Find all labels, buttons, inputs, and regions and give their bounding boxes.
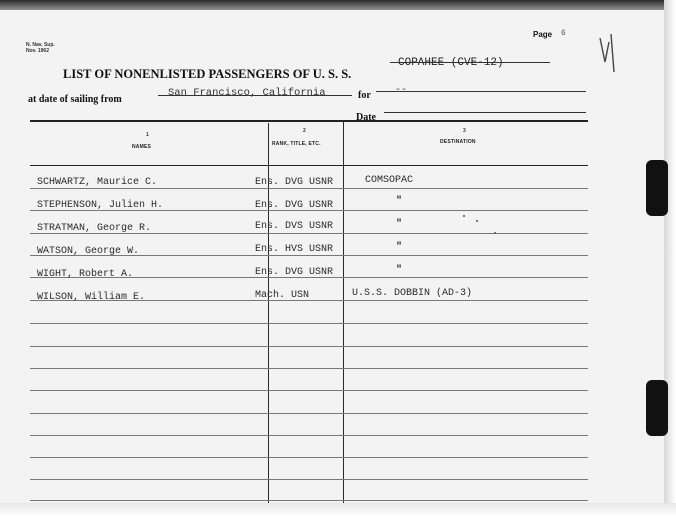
date-label: Date — [356, 112, 376, 123]
column-number: 1 — [146, 132, 149, 138]
passenger-name: WILSON, William E. — [37, 292, 146, 303]
column-header-names: NAMES — [132, 144, 152, 150]
passenger-name: WATSON, George W. — [37, 246, 140, 257]
sailing-from-rule — [158, 95, 352, 96]
passenger-name: STRATMAN, George R. — [37, 223, 152, 234]
passenger-name: STEPHENSON, Julien H. — [37, 200, 164, 211]
table-ruled-line — [30, 390, 588, 391]
page-number: 6 — [561, 29, 566, 38]
binder-clip — [646, 380, 668, 436]
date-rule — [384, 112, 586, 113]
column-number: 2 — [303, 128, 306, 134]
passenger-rank: Ens. DVG USNR — [255, 177, 334, 188]
scan-speck — [494, 232, 496, 234]
passenger-rank: Ens. HVS USNR — [255, 244, 334, 255]
passenger-rank: Ens. DVS USNR — [255, 221, 334, 232]
table-ruled-line — [30, 457, 588, 458]
scan-right-edge — [664, 0, 676, 516]
passenger-rank: Mach. USN — [255, 290, 310, 301]
table-header-border — [30, 165, 588, 166]
column-header-destination: DESTINATION — [440, 139, 476, 145]
page-label: Page — [533, 30, 553, 39]
ship-name-rule — [390, 62, 550, 63]
form-number-line: N. Nav. Sup. — [26, 42, 55, 48]
scan-speck — [476, 220, 478, 222]
passenger-destination-ditto: " — [396, 242, 403, 253]
form-number — [26, 42, 55, 54]
table-ruled-line — [30, 368, 588, 369]
sailing-from-value: San Francisco, California — [168, 87, 326, 99]
scan-speck — [463, 215, 465, 217]
table-ruled-line — [30, 323, 588, 324]
table-top-border — [30, 120, 588, 122]
table-ruled-line — [30, 500, 588, 501]
scan-bottom-edge — [0, 503, 676, 516]
passenger-destination-ditto: " — [396, 219, 403, 230]
passenger-destination-ditto: " — [396, 265, 403, 276]
sailing-for-value: -- — [395, 85, 408, 96]
pencil-check-mark — [597, 32, 619, 76]
sailing-label: at date of sailing from — [28, 94, 122, 105]
passenger-destination: U.S.S. DOBBIN (AD-3) — [352, 288, 473, 299]
document-page — [0, 10, 666, 516]
sailing-for-label: for — [358, 90, 371, 101]
page-title: LIST OF NONENLISTED PASSENGERS OF U. S. S. — [63, 67, 352, 81]
passenger-destination-ditto: " — [396, 196, 403, 207]
binder-clip — [646, 160, 668, 216]
passenger-name: WIGHT, Robert A. — [37, 269, 134, 280]
passenger-rank: Ens. DVG USNR — [255, 200, 334, 211]
form-number-line: Nov. 1962 — [26, 48, 49, 54]
table-ruled-line — [30, 479, 588, 480]
sailing-for-rule — [376, 91, 586, 92]
passenger-rank: Ens. DVG USNR — [255, 267, 334, 278]
table-ruled-line — [30, 346, 588, 347]
ship-name: COPAHEE (CVE-12) — [398, 57, 504, 69]
passenger-name: SCHWARTZ, Maurice C. — [37, 177, 158, 188]
table-ruled-line — [30, 435, 588, 436]
column-header-rank: RANK, TITLE, ETC. — [272, 141, 321, 147]
column-number: 3 — [463, 128, 466, 134]
passenger-destination: COMSOPAC — [365, 175, 414, 186]
table-ruled-line — [30, 413, 588, 414]
